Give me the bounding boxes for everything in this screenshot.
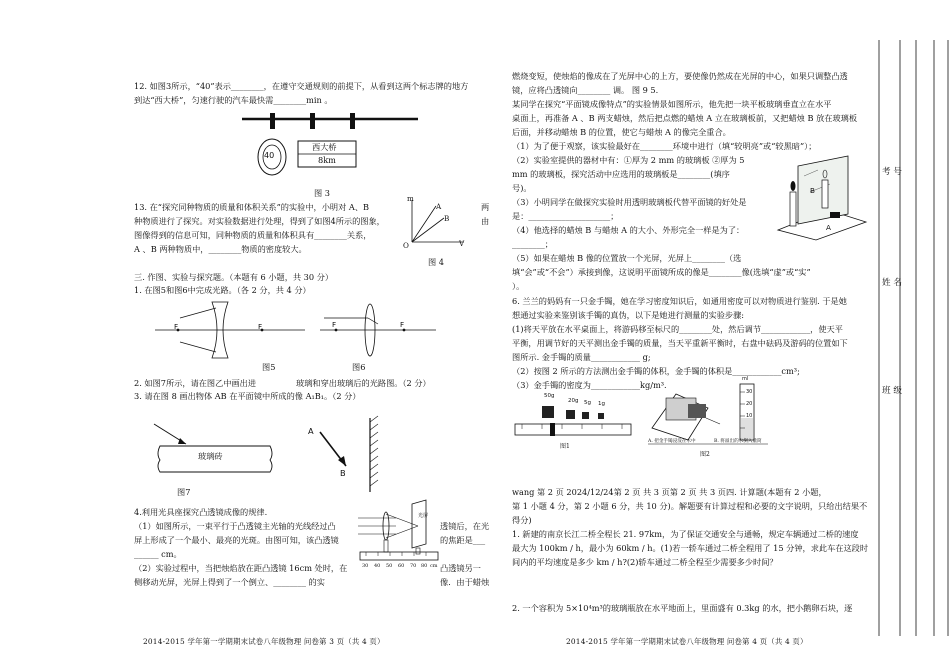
ruler-tick-60: 60 [398, 563, 405, 569]
screen-label: 光屏 [418, 513, 429, 519]
fig2-note-b: B. 将溢出的水倒入量筒 [714, 439, 762, 444]
s3-q2-part1: 2. 如图7所示，请在图乙中画出进 [134, 378, 257, 388]
ruler-tick-50: 50 [386, 563, 393, 569]
ruler-tick-40: 40 [374, 563, 381, 569]
r-top-line8: mm 的玻璃板，探究活动中应选用的玻璃板是________(填序 [512, 169, 730, 179]
s3-q1: 1. 在图5和图6中完成光路。（各 2 分，共 4 分） [134, 285, 311, 295]
cylinder-mark-30: 30 [746, 389, 753, 395]
binding-strip-lines [876, 40, 950, 640]
q12-line2: 到达“西大桥”，匀速行驶的汽车最快需________min 。 [134, 95, 333, 105]
s4-q1-line1: 1. 新建的南京长江二桥全程长 21. 97km，为了保证交通安全与通畅，规定车辆通过二桥的速度 [512, 529, 859, 539]
graph-line-a: A [436, 202, 442, 211]
left-page-footer: 2014-2015 学年第一学期期末试卷八年级物理 问卷第 3 页（共 4 页） [143, 637, 385, 646]
q13-line2-right: 由 [481, 216, 490, 226]
q4-line5: 侧移动光屏，光屏上得到了一个倒立、________ 的实 [134, 577, 325, 587]
fig6-focus-left: F [332, 320, 337, 329]
object-point-a: A [308, 426, 314, 436]
binding-exam-number: 考 号 [882, 167, 902, 177]
q6-line7: （3）金手镯的密度为____________kg/m³. [512, 380, 667, 390]
r-top-line5: 后面，并移动蜡烛 B 的位置，使它与蜡烛 A 的像完全重合。 [512, 127, 731, 137]
binding-name: 姓 名 [882, 278, 902, 288]
graph-origin: O [403, 241, 409, 250]
ruler-unit: cm [430, 563, 438, 569]
r-top-line2: 镜，应将凸透镜向________ 调。 图 9 5. [512, 85, 659, 95]
q4-line5-right: 像．由于蜡烛 [440, 577, 490, 587]
q4-line4-right: 凸透镜另一 [440, 563, 481, 573]
r-top-line11: 是：____________________； [512, 211, 619, 221]
fig3-caption: 图 3 [314, 188, 330, 198]
q4-line2: 屏上形成了一个最小、最亮的光斑。由图可知，该凸透镜 [134, 535, 339, 545]
fig2-note-a: A. 把金手镯浸没在水中 [648, 439, 696, 444]
q4-line1: （1）如图所示，一束平行于凸透镜主光轴的光线经过凸 [134, 521, 336, 531]
graph-axis-m: m [407, 194, 414, 203]
q4-title: 4.利用光具座探究凸透镜成像的规律. [134, 507, 268, 517]
q6-line3: (1)将天平放在水平桌面上，将游码移至标尺的________处，然后调节____________，使天平 [512, 324, 843, 334]
q4-line4: （2）实验过程中，当把烛焰放在距凸透镜 16cm 处时，在 [134, 563, 348, 573]
fig6-caption: 图6 [352, 362, 366, 372]
fig1-caption: 图1 [560, 443, 570, 450]
s4-line3: 得分) [512, 515, 532, 525]
s3-q3: 3. 请在图 8 画出物体 AB 在平面镜中所成的像 A₁B₁。（2 分） [134, 391, 361, 401]
q4-line3: ______ cm。 [134, 549, 182, 559]
fig5-caption: 图5 [262, 362, 276, 372]
q13-line3: 图像得到的信息可知，同种物质的质量和体积具有________关系， [134, 230, 372, 240]
ruler-tick-70: 70 [410, 563, 417, 569]
fig4-caption: 图 4 [428, 257, 444, 267]
candle-a-label: A [826, 223, 831, 232]
candle-b-label: B [810, 186, 815, 195]
ruler-tick-30: 30 [362, 563, 369, 569]
fig9-optical-bench [356, 496, 440, 572]
r-top-line10: （3）小明同学在做探究实验时用透明玻璃板代替平面镜的好处是 [512, 197, 747, 207]
fig7-caption: 图7 [177, 487, 191, 497]
cylinder-unit: ml [742, 376, 749, 382]
r-top-line6: （1）为了便于观察，该实验最好在________环境中进行（填“较明亮”或“较黑暗”）； [512, 141, 817, 151]
q4-line2-right: 的焦距是___ [440, 535, 486, 545]
r-top-line13: ________； [512, 239, 553, 249]
q4-line1-right: 透镜后，在光 [440, 521, 490, 531]
fig6-focus-right: F [400, 320, 405, 329]
r-top-line12: （4）他选择的蜡烛 B 与蜡烛 A 的大小、外形完全一样是为了： [512, 225, 745, 235]
sign-place-name: 西大桥 [312, 142, 337, 152]
fig2-caption: 图2 [700, 451, 710, 458]
fig7-glass-block [150, 420, 280, 476]
sign-distance: 8km [318, 155, 336, 165]
weight-50g: 50g [544, 393, 555, 399]
q12-line1: 12. 如图3所示，“40”表示________，在遵守交通规则的前提下，从看到这两个标志牌的地方 [134, 81, 469, 91]
q13-line4: A 、B 两种物质中，________物质的密度较大。 [134, 244, 307, 254]
s4-q2: 2. 一个容积为 5×10⁴m³的玻璃瓶放在水平地面上，里面盛有 0.3kg 的水，把小鹅卵石块，逐 [512, 603, 853, 613]
weight-1g: 1g [598, 401, 605, 407]
r-top-line1: 燃烧变短，使烛焰的像成在了光屏中心的上方，要使像仍然成在光屏的中心，如果只调整凸透 [512, 71, 848, 81]
s4-q1-line3: 间内的平均速度是多少 km / h?(2)轿车通过二桥全程至少需要多少时间？ [512, 557, 778, 567]
q13-line1: 13. 在“探究同种物质的质量和体积关系”的实验中，小明对 A、B [134, 202, 370, 212]
r-top-line9: 号)。 [512, 183, 532, 193]
s3-q2-part2: 玻璃和穿出玻璃后的光路图。（2 分） [296, 378, 431, 388]
q6-line6: （2）按图 2 所示的方法测出金手镯的体积，金手镯的体积是____________cm³; [512, 366, 800, 376]
ruler-tick-80: 80 [421, 563, 428, 569]
r-top-line4: 桌面上，再准备 A 、B 两支蜡烛，然后把点燃的蜡烛 A 立在玻璃板前，又把蜡烛 B 放在玻璃板 [512, 113, 858, 123]
fig8-plane-mirror [300, 414, 410, 494]
r-top-line14: （5）如果在蜡烛 B 像的位置放一个光屏，光屏上________（选 [512, 253, 742, 263]
s4-line1: wang 第 2 页 2024/12/24第 2 页 共 3 页第 2 页 共 3 页四. 计算题(本题有 2 小题， [512, 487, 827, 497]
fig5-focus-right: F [258, 322, 263, 331]
q6-line2: 想通过实验来鉴别该手镯的真伪，以下是她进行测量的实验步骤: [512, 310, 745, 320]
r-top-line3: 某同学在探究“平面镜成像特点”的实验情景如图所示，他先把一块平板玻璃垂直立在水平 [512, 99, 832, 109]
r-top-line15: 填“会”或“不会”）承接到像，这说明平面镜所成的像是________像(选填“虚”或“实” [512, 267, 811, 277]
q6-line5: 图所示. 金手镯的质量____________ g; [512, 352, 651, 362]
r-top-line16: ）。 [512, 281, 525, 291]
weight-20g: 20g [568, 398, 579, 404]
r-top-line7: （2）实验室提供的器材中有：①厚为 2 mm 的玻璃板 ②厚为 5 [512, 155, 745, 165]
glass-block-label: 玻璃砖 [198, 451, 223, 461]
cylinder-mark-10: 10 [746, 413, 753, 419]
object-point-b: B [340, 468, 346, 478]
q13-line2: 种物质进行了探究。对实验数据进行处理，得到了如图4所示的图象， [134, 216, 385, 226]
binding-class: 班 级 [882, 386, 902, 396]
graph-line-b: B [444, 214, 450, 223]
right-page-footer: 2014-2015 学年第一学期期末试卷八年级物理 问卷第 4 页（共 4 页） [566, 637, 808, 646]
weight-5g: 5g [584, 400, 591, 406]
q13-line1-right: 两 [481, 202, 490, 212]
s4-line2: 第 1 小题 4 分，第 2 小题 6 分，共 10 分)。解题要有计算过程和必要的文字说明，只给出结果不 [512, 501, 868, 511]
graph-axis-v: V [459, 239, 465, 248]
section3-title: 三. 作图、实验与探究题。（本题有 6 小题，共 30 分） [134, 272, 334, 282]
cylinder-mark-20: 20 [746, 401, 753, 407]
q6-line1: 6. 兰兰的妈妈有一只金手镯，她在学习密度知识后，如通用密度可以对物质进行鉴别. 于是她 [512, 296, 847, 306]
q6-line4: 平衡，用调节好的天平测出金手镯的质量，当天平重新平衡时，右盘中砝码及游码的位置如下 [512, 338, 848, 348]
fig-plane-mirror-candles [770, 152, 870, 240]
sign-speed-value: 40 [264, 151, 275, 160]
s4-q1-line2: 最大为 100km / h，最小为 60km / h。(1)若一轿车通过二桥全程用了 15 分钟，求此车在这段时 [512, 543, 869, 553]
fig5-focus-left: F [174, 322, 179, 331]
